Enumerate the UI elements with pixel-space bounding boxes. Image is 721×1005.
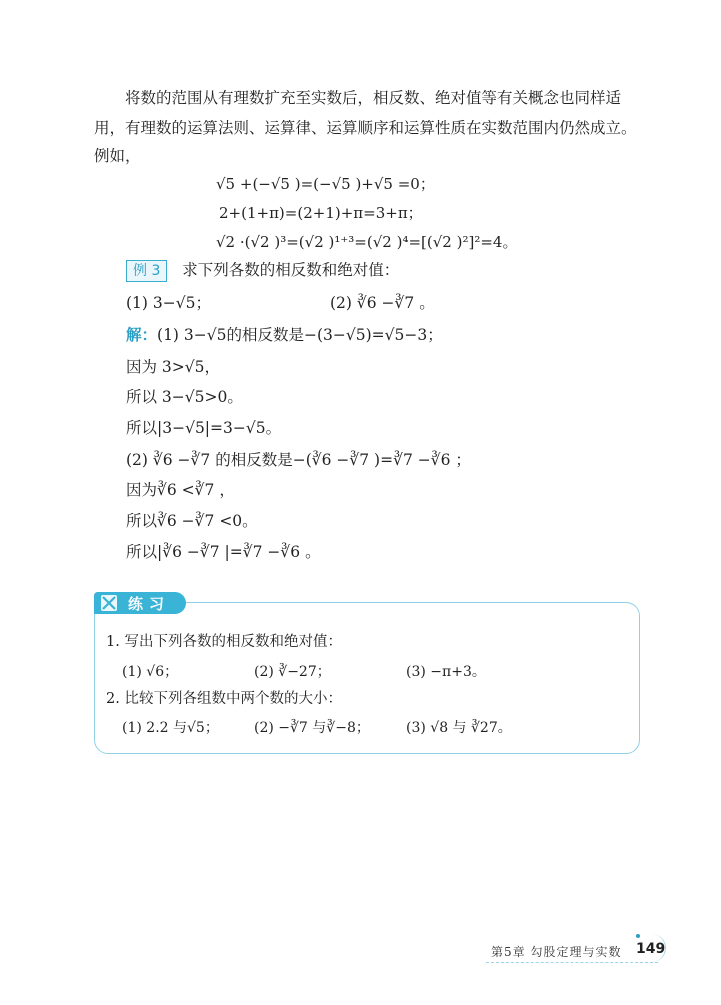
example-question-2: (2) ∛6 −∛7 。 (330, 294, 435, 312)
practice-q2-item-1: (1) 2.2 与√5； (122, 720, 219, 736)
intro-line-2: 用，有理数的运算法则、运算律、运算顺序和运算性质在实数范围内仍然成立。 (94, 119, 637, 137)
solution-step-6: 因为∛6 <∛7 ， (126, 481, 235, 499)
example-label: 例 3 (126, 260, 167, 282)
solution-step-7: 所以∛6 −∛7 <0。 (126, 512, 258, 530)
intro-line-1: 将数的范围从有理数扩充至实数后，相反数、绝对值等有关概念也同样适 (125, 89, 622, 107)
pencil-ruler-icon (100, 594, 118, 612)
example-question-1: (1) 3−√5； (126, 294, 211, 312)
practice-q1-item-1: (1) √6； (122, 664, 179, 680)
practice-q1-title: 1. 写出下列各数的相反数和绝对值： (106, 634, 342, 650)
practice-q2-title: 2. 比较下列各组数中两个数的大小： (106, 691, 342, 707)
solution-step-8: 所以|∛6 −∛7 |=∛7 −∛6 。 (126, 543, 321, 561)
solution-step-1 (126, 325, 443, 345)
equation-2: 2+(1+π)=(2+1)+π=3+π； (219, 204, 423, 222)
equation-1: √5 +(−√5 )=(−√5 )+√5 =0； (216, 175, 435, 193)
practice-title: 练习 (128, 594, 171, 613)
solution-step-4: 所以|3−√5|=3−√5。 (126, 419, 282, 437)
example-header (126, 260, 399, 282)
footer-divider (486, 962, 658, 963)
solution-step-5: (2) ∛6 −∛7 的相反数是−(∛6 −∛7 )=∛7 −∛6 ； (126, 451, 471, 469)
solution-step-1-text: (1) 3−√5的相反数是−(3−√5)=√5−3； (157, 326, 443, 344)
solution-step-3: 所以 3−√5>0。 (126, 388, 243, 406)
footer-chapter: 第5章 勾股定理与实数 (491, 945, 622, 959)
footer-arc (651, 934, 666, 962)
practice-q2-item-3: (3) √8 与 ∛27。 (406, 720, 512, 736)
practice-q1-item-2: (2) ∛−27； (254, 664, 331, 680)
practice-q1-item-3: (3) −π+3。 (406, 664, 486, 680)
solve-label: 解： (126, 326, 158, 344)
footer-dot (636, 934, 640, 938)
practice-q2-item-2: (2) −∛7 与∛−8； (254, 720, 370, 736)
example-prompt: 求下列各数的相反数和绝对值： (182, 261, 400, 279)
practice-tab (94, 592, 186, 614)
page-number: 149 (636, 941, 666, 957)
solution-step-2: 因为 3>√5， (126, 358, 221, 376)
equation-3: √2 ·(√2 )³=(√2 )¹⁺³=(√2 )⁴=[(√2 )²]²=4。 (216, 233, 518, 251)
intro-line-3: 例如， (94, 147, 141, 165)
